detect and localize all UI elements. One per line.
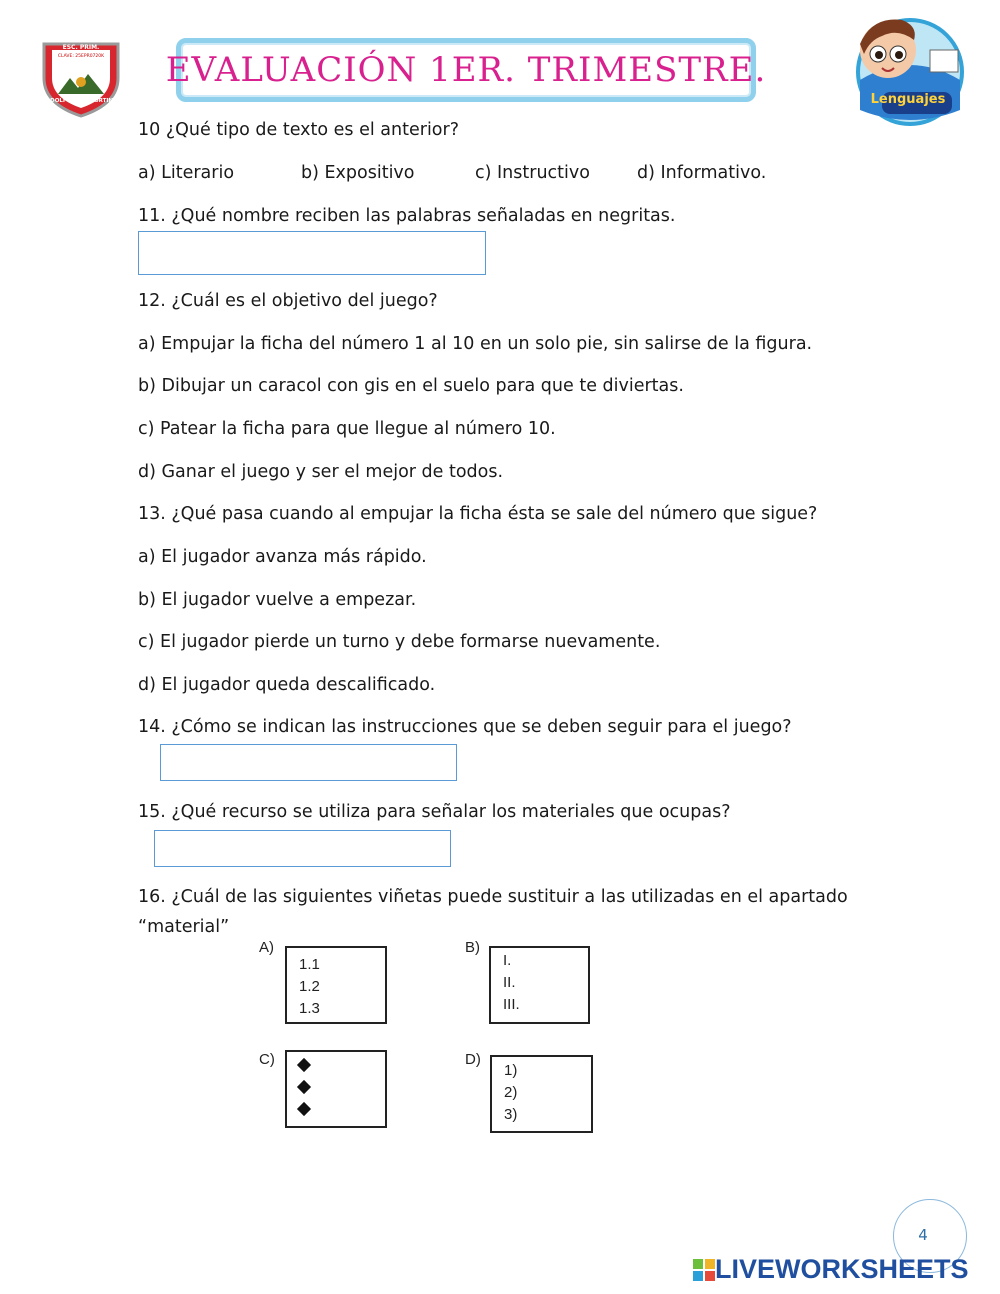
question-12: 12. ¿Cuál es el objetivo del juego? [138,291,438,311]
option-c-box[interactable] [285,1050,387,1128]
q10-option-d[interactable]: d) Informativo. [637,163,767,183]
question-10: 10 ¿Qué tipo de texto es el anterior? [138,120,459,140]
q13-option-b[interactable]: b) El jugador vuelve a empezar. [138,590,417,610]
option-d-box[interactable] [490,1055,593,1133]
q14-answer-field[interactable] [160,744,457,781]
q13-option-a[interactable]: a) El jugador avanza más rápido. [138,547,427,567]
q12-option-b[interactable]: b) Dibujar un caracol con gis en el suelo para que te diviertas. [138,376,684,396]
q10-option-a[interactable]: a) Literario [138,163,235,183]
diamond-bullet-icon [297,1102,311,1116]
option-b-line: III. [503,996,520,1013]
q12-option-d[interactable]: d) Ganar el juego y ser el mejor de todos. [138,462,504,482]
page-number: 4 [918,1226,928,1244]
option-c-label[interactable]: C) [259,1051,275,1068]
question-16: 16. ¿Cuál de las siguientes viñetas puede sustituir a las utilizadas en el apartado [138,887,848,907]
option-d-line: 3) [504,1106,518,1123]
option-d-label[interactable]: D) [465,1051,481,1068]
q15-answer-field[interactable] [154,830,451,867]
q13-option-c[interactable]: c) El jugador pierde un turno y debe formarse nuevamente. [138,632,661,652]
option-b-box[interactable] [489,946,590,1024]
q10-option-c[interactable]: c) Instructivo [475,163,590,183]
question-15: 15. ¿Qué recurso se utiliza para señalar los materiales que ocupas? [138,802,731,822]
option-a-line: 1.1 [299,956,320,973]
option-a-box[interactable] [285,946,387,1024]
page-title: EVALUACIÓN 1ER. TRIMESTRE. [165,50,767,90]
option-b-line: II. [503,974,516,991]
diamond-bullet-icon [297,1058,311,1072]
badge-label: Lenguajes [870,92,946,107]
lenguajes-badge-icon [842,10,972,126]
school-name: RODOLFO RUIZ CORTINES [41,98,121,104]
question-13: 13. ¿Qué pasa cuando al empujar la ficha ésta se sale del número que sigue? [138,504,818,524]
option-b-line: I. [503,952,512,969]
liveworksheets-logo [693,1254,969,1285]
option-b-label[interactable]: B) [465,939,480,956]
q10-option-b[interactable]: b) Expositivo [301,163,415,183]
school-label: ESC. PRIM. [62,44,100,51]
question-11: 11. ¿Qué nombre reciben las palabras señaladas en negritas. [138,206,676,226]
option-d-line: 2) [504,1084,518,1101]
liveworksheets-brand: LIVEWORKSHEETS [715,1254,969,1284]
liveworksheets-icon [693,1259,715,1281]
school-clave: CLAVE: 25EPR0720K [57,54,105,59]
option-a-line: 1.2 [299,978,320,995]
q13-option-d[interactable]: d) El jugador queda descalificado. [138,675,436,695]
diamond-bullet-icon [297,1080,311,1094]
option-a-label[interactable]: A) [259,939,274,956]
q11-answer-field[interactable] [138,231,486,275]
question-16-continued: “material” [138,917,230,937]
q12-option-c[interactable]: c) Patear la ficha para que llegue al número 10. [138,419,556,439]
option-a-line: 1.3 [299,1000,320,1017]
q12-option-a[interactable]: a) Empujar la ficha del número 1 al 10 en un solo pie, sin salirse de la figura. [138,334,813,354]
question-14: 14. ¿Cómo se indican las instrucciones que se deben seguir para el juego? [138,717,792,737]
option-d-line: 1) [504,1062,518,1079]
title-banner [165,38,767,102]
